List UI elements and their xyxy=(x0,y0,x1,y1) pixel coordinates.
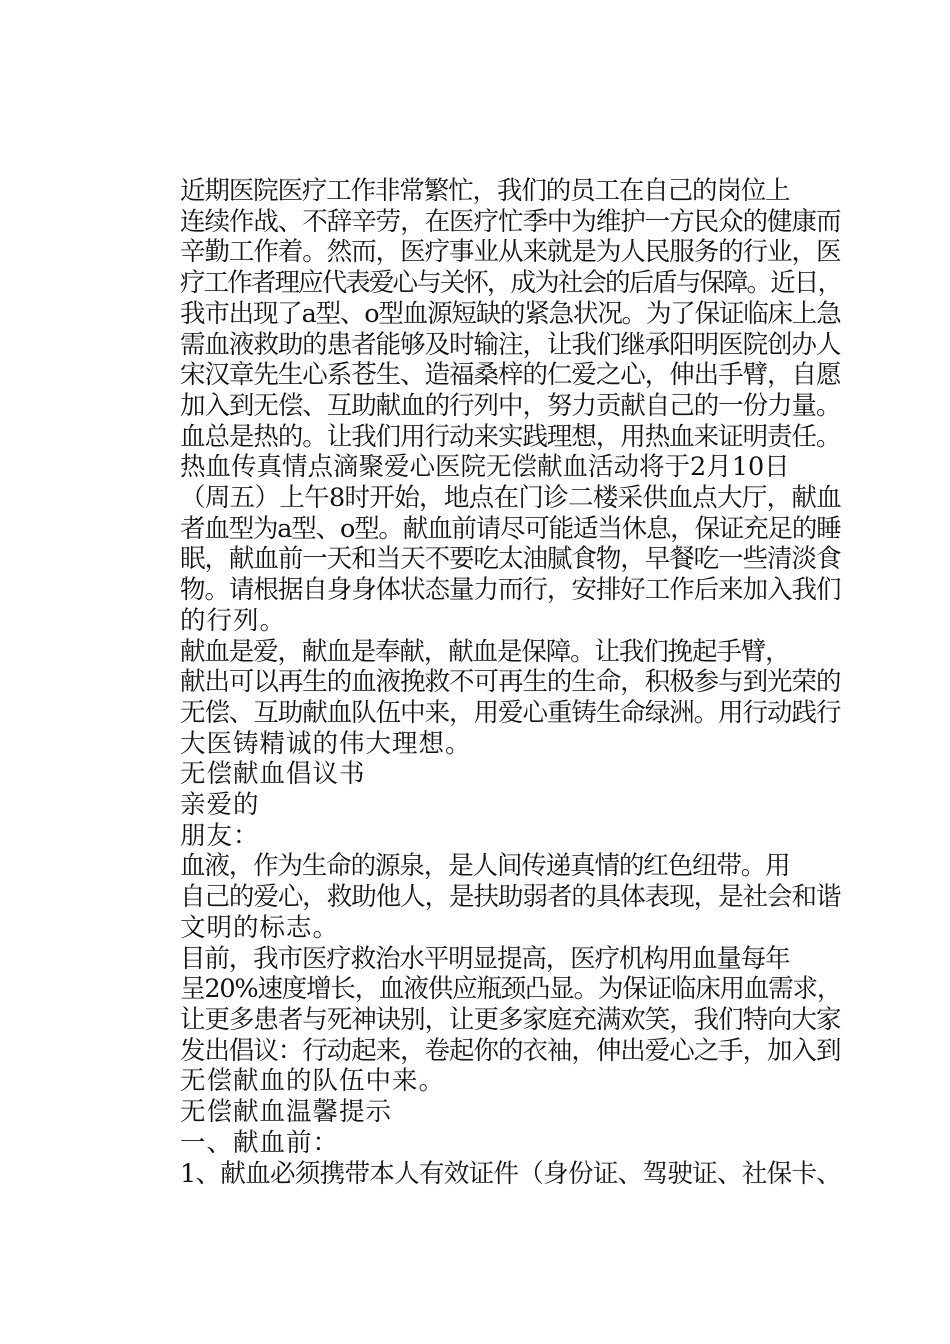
body-paragraph xyxy=(129,637,841,760)
body-paragraph xyxy=(129,851,841,943)
paragraph-line: 无偿献血的队伍中来。 xyxy=(180,1066,446,1097)
paragraph-line: 近期医院医疗工作非常繁忙，我们的员工在自己的岗位上 xyxy=(180,176,790,206)
text-line xyxy=(129,759,841,790)
paragraph-line: 文明的标志。 xyxy=(180,912,340,943)
paragraph-line: 眠，献血前一天和当天不要吃太油腻食物，早餐吃一些清淡食 xyxy=(180,544,841,575)
paragraph-line: 献出可以再生的血液挽救不可再生的生命，积极参与到光荣的 xyxy=(180,667,841,698)
paragraph-line: 目前，我市医疗救治水平明显提高，医疗机构用血量每年 xyxy=(180,943,790,974)
paragraph-line: 自己的爱心，救助他人，是扶助弱者的具体表现，是社会和谐 xyxy=(180,882,841,913)
body-paragraph xyxy=(129,944,841,1098)
body-paragraph xyxy=(129,452,841,636)
text-line xyxy=(129,1159,841,1190)
paragraph-line: 物。请根据自身身体状态量力而行，安排好工作后来加入我们 xyxy=(180,575,841,606)
paragraph-line: 辛勤工作着。然而，医疗事业从来就是为人民服务的行业，医 xyxy=(180,237,841,268)
paragraph-line: 呈20%速度增长，血液供应瓶颈凸显。为保证临床用血需求， xyxy=(180,974,842,1005)
paragraph-line: 发出倡议：行动起来，卷起你的衣袖，伸出爱心之手，加入到 xyxy=(180,1035,841,1066)
paragraph-line: （周五）上午8时开始，地点在门诊二楼采供血点大厅，献血 xyxy=(180,483,842,514)
paragraph-line: 献血是爱，献血是奉献，献血是保障。让我们挽起手臂， xyxy=(180,636,790,667)
paragraph-line: 血总是热的。让我们用行动来实践理想，用热血来证明责任。 xyxy=(180,421,841,452)
paragraph-line: 我市出现了a型、o型血源短缺的紧急状况。为了保证临床上急 xyxy=(180,298,841,329)
text-line xyxy=(129,821,841,852)
text-line xyxy=(129,1097,841,1128)
paragraph-line: 需血液救助的患者能够及时输注，让我们继承阳明医院创办人 xyxy=(180,329,841,360)
paragraph-line: 让更多患者与死神诀别，让更多家庭充满欢笑，我们特向大家 xyxy=(180,1004,841,1035)
paragraph-line: 朋友： xyxy=(180,820,260,851)
paragraph-line: 亲爱的 xyxy=(180,790,260,821)
paragraph-line: 血液，作为生命的源泉，是人间传递真情的红色纽带。用 xyxy=(180,851,790,882)
paragraph-line: 无偿、互助献血队伍中来，用爱心重铸生命绿洲。用行动践行 xyxy=(180,697,841,728)
paragraph-line: 连续作战、不辞辛劳，在医疗忙季中为维护一方民众的健康而 xyxy=(180,206,841,237)
paragraph-line: 的行列。 xyxy=(180,605,287,636)
paragraph-line: 者血型为a型、o型。献血前请尽可能适当休息，保证充足的睡 xyxy=(180,513,841,544)
text-line xyxy=(129,790,841,821)
text-line xyxy=(129,1128,841,1159)
body-paragraph xyxy=(129,176,841,452)
paragraph-line: 大医铸精诚的伟大理想。 xyxy=(180,728,472,759)
paragraph-line: 疗工作者理应代表爱心与关怀，成为社会的后盾与保障。近日， xyxy=(180,268,842,299)
paragraph-line: 宋汉章先生心系苍生、造福桑梓的仁爱之心，伸出手臂，自愿 xyxy=(180,360,841,391)
paragraph-line: 一、献血前： xyxy=(180,1127,340,1158)
paragraph-line: 加入到无偿、互助献血的行列中，努力贡献自己的一份力量。 xyxy=(180,390,841,421)
paragraph-line: 1、献血必须携带本人有效证件（身份证、驾驶证、社保卡、 xyxy=(180,1158,842,1189)
document-body xyxy=(129,176,841,1189)
paragraph-line: 无偿献血倡议书 xyxy=(180,759,366,790)
paragraph-line: 无偿献血温馨提示 xyxy=(180,1097,393,1128)
paragraph-line: 热血传真情点滴聚爱心医院无偿献血活动将于2月10日 xyxy=(180,452,790,483)
